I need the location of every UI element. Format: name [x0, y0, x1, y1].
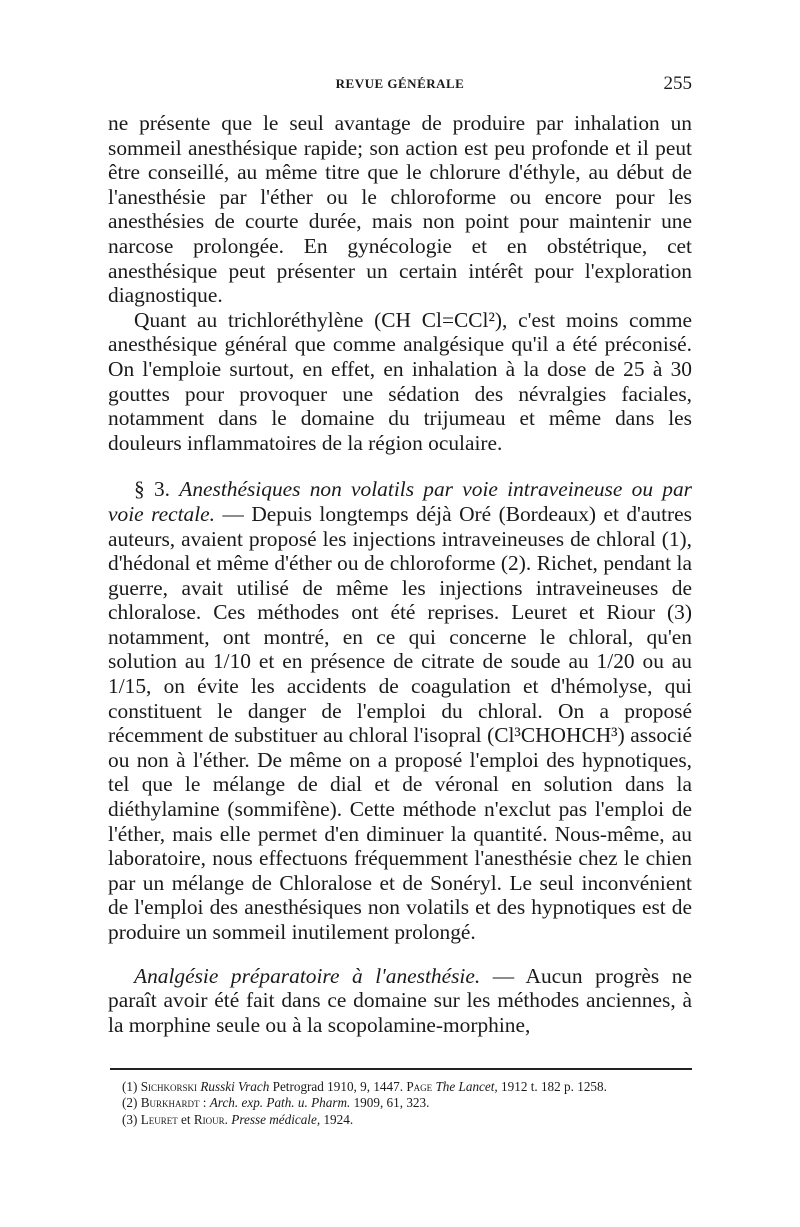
- analgesia-title: Analgésie préparatoire à l'anesthésie.: [134, 963, 481, 988]
- footnote-3-ref: 1924.: [323, 1111, 354, 1127]
- footnote-1-author: Sichkorski: [140, 1079, 198, 1094]
- page-number: 255: [663, 73, 692, 94]
- footnote-3-author: Leuret: [140, 1111, 178, 1127]
- analgesia-text: — Aucun progrès ne paraît avoir été fait dans ce domaine sur les méthodes anciennes, à la morphine seule ou à la scopolamine-morphine,: [108, 963, 692, 1037]
- running-title: REVUE GÉNÉRALE: [335, 76, 465, 91]
- footnote-1-ref: Petrograd 1910, 9, 1447.: [272, 1079, 404, 1094]
- footnote-3-author2: Riour.: [193, 1111, 228, 1127]
- footnote-3: [108, 1112, 692, 1128]
- footnote-1-number: (1): [122, 1079, 138, 1094]
- page-header: [108, 73, 692, 100]
- footnote-3-journal: Presse médicale,: [231, 1111, 321, 1127]
- section-3-paragraph: [108, 477, 692, 944]
- paragraph-analgesia: [108, 964, 692, 1038]
- footnote-3-and: et: [181, 1111, 191, 1127]
- footnote-2-ref: 1909, 61, 323.: [353, 1095, 430, 1111]
- footnote-3-number: (3): [122, 1111, 138, 1127]
- footnote-2-journal: Arch. exp. Path. u. Pharm.: [209, 1095, 351, 1111]
- body-text: [108, 111, 692, 1037]
- section-title: Anesthésiques non volatils par voie intraveineuse ou par voie rectale.: [108, 477, 692, 526]
- footnote-1-journal: Russki Vrach: [200, 1079, 270, 1094]
- section-3-text: — Depuis longtemps déjà Oré (Bordeaux) et d'autres auteurs, avaient proposé les injections intraveineuses de chloral (1), d'hédonal et même d'éther ou de chloroforme (2). Richet, pendant la guerre, avait utilisé de même les injections intraveineuses de chloralose. Ces méthodes ont été reprises. Leuret et Riour (3) notamment, ont montré, en ce qui concerne le chloral, qu'en solution au 1/10 et en présence de citrate de soude au 1/20 ou au 1/15, on évite les accidents de coagulation et d'hémolyse, qui constituent le danger de l'emploi du chloral. On a proposé récemment de substituer au chloral l'isopral (Cl³CHOHCH³) associé ou non à l'éther. De même on a proposé l'emploi des hypnotiques, tel que le mélange de dial et de véronal en solution dans la diéthylamine (sommifène). Cette méthode n'exclut pas l'emploi de l'éther, mais elle permet d'en diminuer la quantité. Nous-même, au laboratoire, nous effectuons fréquemment l'anesthésie chez le chien par un mélange de Chloralose et de Sonéryl. Le seul inconvénient de l'emploi des anesthésiques non volatils et des hypnotiques est de produire un sommeil inutilement prolongé.: [108, 501, 692, 944]
- footnote-2: [108, 1095, 692, 1111]
- paragraph-anesthesia-intro: ne présente que le seul avantage de produire par inhalation un sommeil anesthésique rapide; son action est peu profonde et il peut être conseillé, au même titre que le chlorure d'éthyle, au début de l'anesthésie par l'éther ou le chloroforme ou encore pour les anesthésies de courte durée, mais non point pour maintenir une narcose prolongée. En gynécologie et en obstétrique, cet anesthésique peut présenter un certain intérêt pour l'exploration diagnostique.: [108, 111, 692, 308]
- paragraph-trichlorethylene: Quant au trichloréthylène (CH Cl=CCl²), c'est moins comme anesthésique général que comme analgésique qu'il a été préconisé. On l'emploie surtout, en effet, en inhalation à la dose de 25 à 30 gouttes pour provoquer une sédation des névralgies faciales, notamment dans le domaine du trijumeau et même dans les douleurs inflammatoires de la région oculaire.: [108, 307, 692, 455]
- section-number: § 3.: [134, 477, 170, 502]
- footnotes: [108, 1079, 692, 1128]
- footnote-1-journal2: The Lancet,: [435, 1079, 498, 1094]
- footnote-2-author: Burkhardt :: [140, 1095, 207, 1111]
- footnote-2-number: (2): [122, 1095, 138, 1111]
- footnote-1: [108, 1079, 692, 1095]
- footnote-1-author2: Page: [406, 1079, 433, 1094]
- footnote-rule: [110, 1068, 692, 1070]
- footnote-1-ref2: 1912 t. 182 p. 1258.: [501, 1079, 607, 1094]
